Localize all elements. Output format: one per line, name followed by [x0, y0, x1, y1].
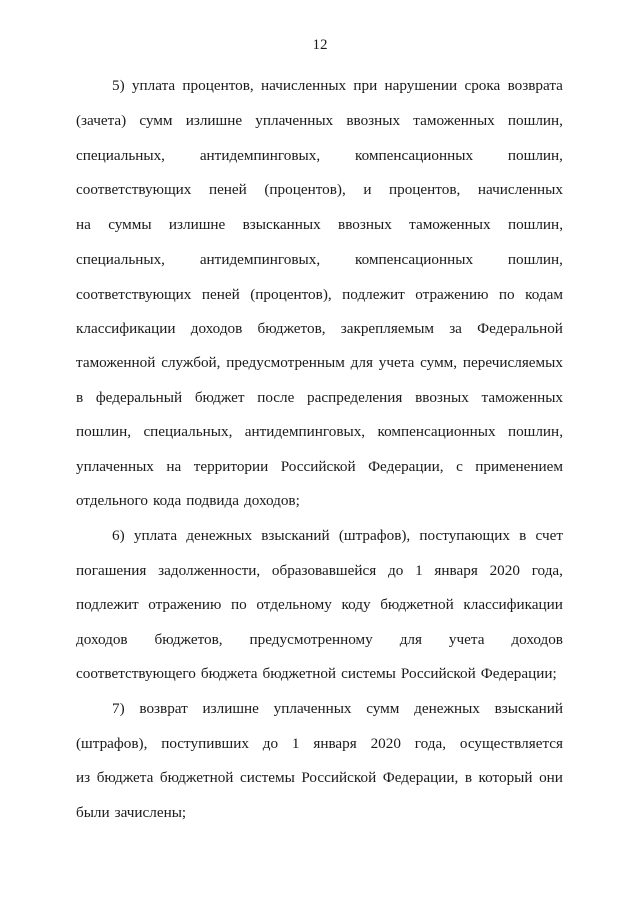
text-line: уплаченных на территории Российской Федерации, с применением	[76, 458, 563, 475]
text-line: подлежит отражению по отдельному коду бюджетной классификации	[76, 596, 563, 613]
text-line: из бюджета бюджетной системы Российской Федерации, в который они	[76, 769, 563, 786]
text-line: доходов бюджетов, предусмотренному для учета доходов	[76, 631, 563, 648]
text-line: 6) уплата денежных взысканий (штрафов), поступающих в счет	[112, 527, 563, 544]
text-line: погашения задолженности, образовавшейся до 1 января 2020 года,	[76, 562, 563, 579]
text-line: специальных, антидемпинговых, компенсационных пошлин,	[76, 147, 563, 164]
text-line: 7) возврат излишне уплаченных сумм денежных взысканий	[112, 700, 563, 717]
text-line: отдельного кода подвида доходов;	[76, 492, 300, 509]
text-line: были зачислены;	[76, 804, 187, 821]
text-line: (штрафов), поступивших до 1 января 2020 года, осуществляется	[76, 735, 563, 752]
text-line: таможенной службой, предусмотренным для учета сумм, перечисляемых	[76, 354, 563, 371]
text-line: 5) уплата процентов, начисленных при нарушении срока возврата	[112, 77, 563, 94]
text-line: соответствующих пеней (процентов), подлежит отражению по кодам	[76, 286, 563, 303]
text-line: соответствующих пеней (процентов), и процентов, начисленных	[76, 181, 563, 198]
text-line: специальных, антидемпинговых, компенсационных пошлин,	[76, 251, 563, 268]
text-line: (зачета) сумм излишне уплаченных ввозных таможенных пошлин,	[76, 112, 563, 129]
text-line: соответствующего бюджета бюджетной системы Российской Федерации;	[76, 665, 557, 682]
text-line: на суммы излишне взысканных ввозных таможенных пошлин,	[76, 216, 563, 233]
text-line: пошлин, специальных, антидемпинговых, компенсационных пошлин,	[76, 423, 563, 440]
text-line: классификации доходов бюджетов, закрепляемым за Федеральной	[76, 320, 563, 337]
text-line: в федеральный бюджет после распределения ввозных таможенных	[76, 389, 563, 406]
page-number: 12	[312, 37, 328, 53]
